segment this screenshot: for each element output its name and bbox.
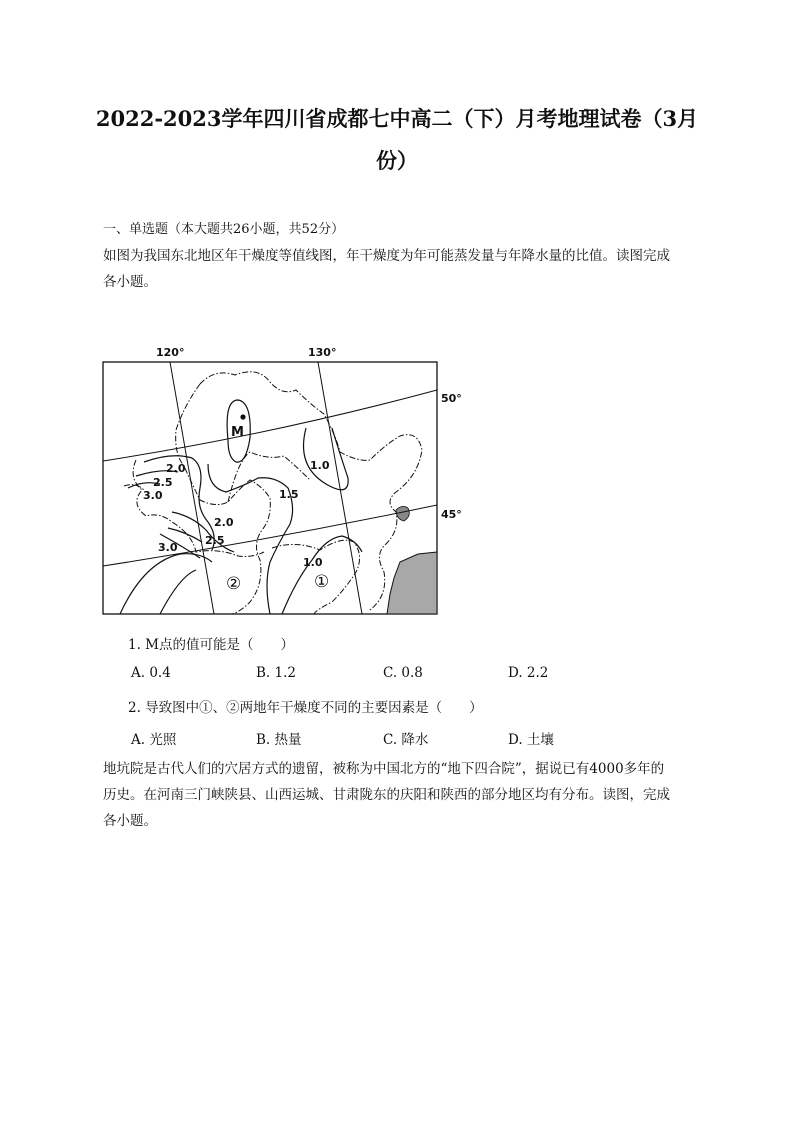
label-lat-50: 50° <box>441 392 462 405</box>
question-1-option-c[interactable]: C. 0.8 <box>383 665 423 681</box>
sea-area <box>387 552 437 614</box>
intro2-line1: 地坑院是古代人们的穴居方式的遗留，被称为中国北方的“地下四合院”，据说已有4000多年的 <box>103 761 665 777</box>
intro-paragraph-1 <box>103 243 695 295</box>
question-1-option-b[interactable]: B. 1.2 <box>256 665 296 681</box>
intro2-line3: 各小题。 <box>103 813 157 829</box>
intro1-line1: 如图为我国东北地区年干燥度等值线图，年干燥度为年可能蒸发量与年降水量的比值。读图完成 <box>103 248 670 264</box>
point-m <box>240 414 245 419</box>
label-iso-2-0-b: 2.0 <box>214 516 234 529</box>
label-iso-3-0-b: 3.0 <box>158 541 178 554</box>
label-iso-3-0-a: 3.0 <box>143 489 163 502</box>
label-iso-1-0-a: 1.0 <box>310 459 330 472</box>
question-2-option-d[interactable]: D. 土壤 <box>508 732 554 748</box>
label-point-m: M <box>231 425 244 440</box>
label-iso-1-5: 1.5 <box>279 488 299 501</box>
intro1-line2: 各小题。 <box>103 274 157 290</box>
question-1-option-d[interactable]: D. 2.2 <box>508 665 549 681</box>
question-1-option-a[interactable]: A. 0.4 <box>131 665 171 681</box>
lake <box>396 506 409 521</box>
boundary-lines <box>124 372 422 614</box>
section-heading: 一、单选题（本大题共26小题，共52分） <box>103 222 345 237</box>
question-2-option-a[interactable]: A. 光照 <box>131 732 177 748</box>
question-1-stem: 1. M点的值可能是（ ） <box>128 637 294 653</box>
question-2-option-b[interactable]: B. 热量 <box>256 732 302 748</box>
label-place-1: ① <box>314 572 330 592</box>
paper-title-line1: 2022-2023学年四川省成都七中高二（下）月考地理试卷（3月 <box>95 106 699 131</box>
label-lon-120: 120° <box>156 346 185 359</box>
intro-paragraph-2 <box>103 756 695 834</box>
label-lon-130: 130° <box>308 346 337 359</box>
meridian-120 <box>170 362 214 614</box>
question-2-option-c[interactable]: C. 降水 <box>383 732 429 748</box>
label-iso-1-0-b: 1.0 <box>303 556 323 569</box>
intro2-line2: 历史。在河南三门峡陕县、山西运城、甘肃陇东的庆阳和陕西的部分地区均有分布。读图，完成 <box>103 787 670 803</box>
label-iso-2-0-a: 2.0 <box>166 462 186 475</box>
question-2-stem: 2. 导致图中①、②两地年干燥度不同的主要因素是（ ） <box>128 700 483 716</box>
label-place-2: ② <box>226 574 242 594</box>
label-iso-2-5-b: 2.5 <box>205 534 225 547</box>
label-lat-45: 45° <box>441 508 462 521</box>
aridity-isoline-map <box>100 340 462 620</box>
paper-title-line2: 份） <box>376 148 418 173</box>
parallel-50 <box>103 390 437 461</box>
label-iso-2-5-a: 2.5 <box>153 476 173 489</box>
parallel-45 <box>103 505 437 566</box>
paper-title <box>70 98 724 182</box>
